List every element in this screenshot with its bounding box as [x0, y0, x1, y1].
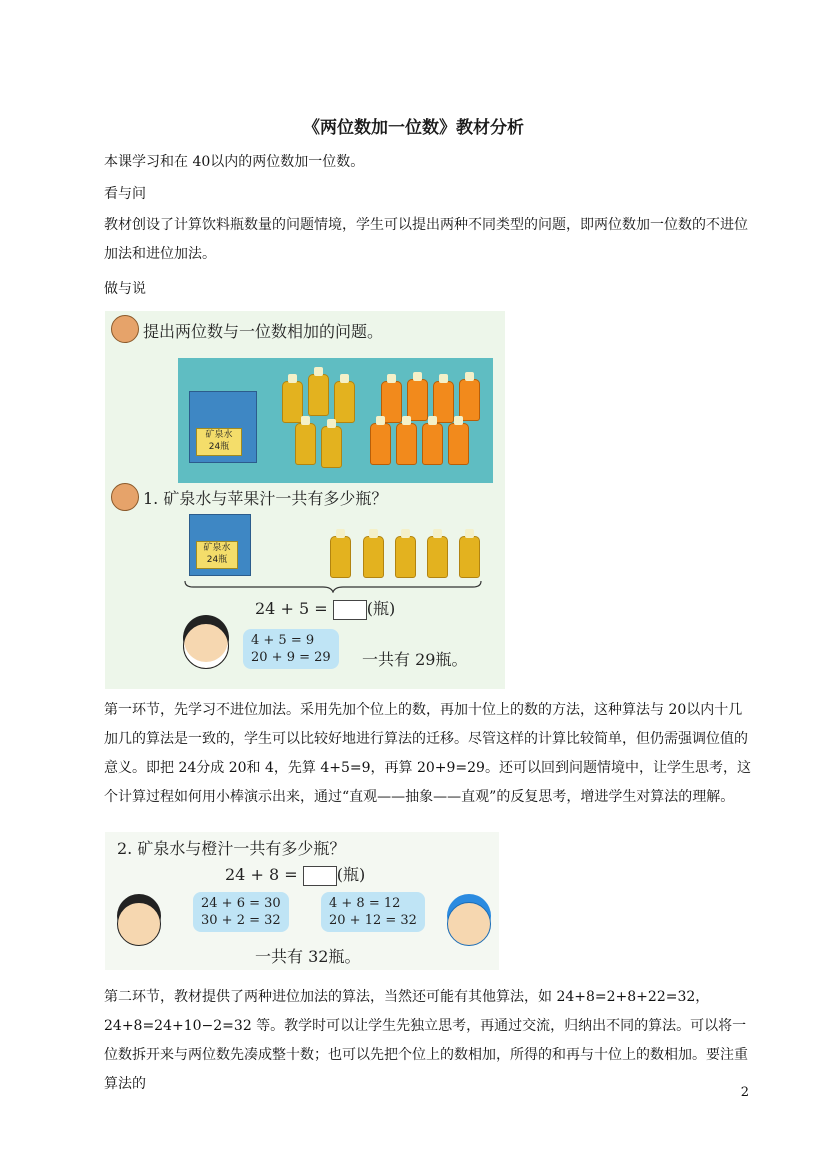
- boy-calc-line-2: 20 + 12 = 32: [329, 913, 417, 928]
- apple-juice-bottle-icon: [395, 536, 416, 578]
- orange-juice-bottle-icon: [448, 423, 469, 465]
- girl-calc-line-2: 30 + 2 = 32: [201, 913, 281, 928]
- water-case-count: 24瓶: [208, 442, 230, 452]
- page-title: 《两位数加一位数》教材分析: [303, 118, 524, 138]
- calc-line-2: 20 + 9 = 29: [251, 650, 331, 665]
- paragraph-step-1-text: 第一环节，先学习不进位加法。采用先加个位上的数，再加十位上的数的方法，这种算法与 20以内十几加几的算法是一致的，学生可以比较好地进行算法的迁移。尽管这样的计算比较简单，但仍需强调位值的意义。即把 24分成 20和 4，先算 4+5=9，再算 20+9=29。还可以回到问题情境中，让学生思考，这个计算过程如何用小棒演示出来，通过“直观——抽象——直观”的反复思考，增进学生对算法的理解。: [104, 702, 751, 805]
- paragraph-look-and-ask-text: 教材创设了计算饮料瓶数量的问题情境，学生可以提出两种不同类型的问题，即两位数加一位数的不进位加法和进位加法。: [104, 217, 748, 262]
- girl-calc-bubble: [193, 892, 289, 932]
- apple-juice-bottle-icon: [334, 381, 355, 423]
- calc-bubble-1: [243, 629, 339, 669]
- girl-avatar-icon: [183, 623, 229, 669]
- boy-calc-bubble: [321, 892, 425, 932]
- apple-juice-bottle-icon: [459, 536, 480, 578]
- cow-mascot-icon: [111, 483, 139, 511]
- orange-juice-bottle-icon: [370, 423, 391, 465]
- apple-juice-bottle-icon: [295, 423, 316, 465]
- paragraph-step-1: [104, 696, 752, 812]
- equation-1-left: 24 + 5 =: [255, 599, 328, 618]
- answer-box: [303, 866, 337, 886]
- girl-avatar-icon: [117, 902, 161, 946]
- apple-juice-bottle-icon: [321, 426, 342, 468]
- brace-icon: [183, 579, 483, 593]
- orange-juice-bottle-icon: [459, 379, 480, 421]
- figure-prompt: 提出两位数与一位数相加的问题。: [143, 322, 384, 341]
- answer-1: 一共有 29瓶。: [362, 650, 468, 669]
- question-1: 1. 矿泉水与苹果汁一共有多少瓶？: [143, 489, 388, 508]
- water-case-label: 矿泉水: [203, 543, 231, 553]
- water-case-tag: [196, 541, 238, 569]
- water-case-icon: [189, 391, 257, 463]
- orange-juice-bottle-icon: [407, 379, 428, 421]
- equation-2-left: 24 + 8 =: [225, 865, 298, 884]
- answer-2: 一共有 32瓶。: [255, 947, 361, 966]
- heading-look-and-ask: 看与问: [104, 186, 146, 202]
- paragraph-step-2-text: 第二环节，教材提供了两种进位加法的算法，当然还可能有其他算法，如 24+8=2+8+22=32，24+8=24+10−2=32 等。教学时可以让学生先独立思考，再通过交流，归纳出不同的算法。可以将一位数拆开来与两位数先凑成整十数；也可以先把个位上的数相加，所得的和再与十位上的数相加。要注重算法的: [104, 989, 748, 1092]
- boy-calc-line-1: 4 + 8 = 12: [329, 896, 401, 911]
- water-case-icon: [189, 514, 251, 576]
- page-number: 2: [740, 1085, 749, 1100]
- water-case-label: 矿泉水: [205, 430, 233, 440]
- orange-juice-bottle-icon: [422, 423, 443, 465]
- orange-juice-bottle-icon: [396, 423, 417, 465]
- heading-do-and-say: 做与说: [104, 281, 146, 297]
- apple-juice-bottle-icon: [330, 536, 351, 578]
- answer-box: [333, 600, 367, 620]
- water-case-count: 24瓶: [206, 555, 228, 565]
- equation-1: [255, 596, 395, 620]
- apple-juice-bottle-icon: [282, 381, 303, 423]
- cow-mascot-icon: [111, 315, 139, 343]
- apple-juice-bottle-icon: [427, 536, 448, 578]
- equation-1-unit: (瓶): [366, 599, 396, 618]
- paragraph-step-2: [104, 983, 752, 1099]
- question-2: 2. 矿泉水与橙汁一共有多少瓶？: [117, 839, 346, 858]
- water-case-tag: [196, 428, 242, 456]
- paragraph-look-and-ask: [104, 211, 752, 269]
- equation-2: [225, 862, 365, 886]
- girl-calc-line-1: 24 + 6 = 30: [201, 896, 281, 911]
- apple-juice-bottle-icon: [308, 374, 329, 416]
- textbook-figure-1: [105, 311, 505, 689]
- equation-2-unit: (瓶): [336, 865, 366, 884]
- intro-text: 本课学习和在 40以内的两位数加一位数。: [104, 154, 365, 170]
- boy-avatar-icon: [447, 902, 491, 946]
- textbook-figure-2: [105, 832, 499, 970]
- calc-line-1: 4 + 5 = 9: [251, 633, 315, 648]
- apple-juice-bottle-icon: [363, 536, 384, 578]
